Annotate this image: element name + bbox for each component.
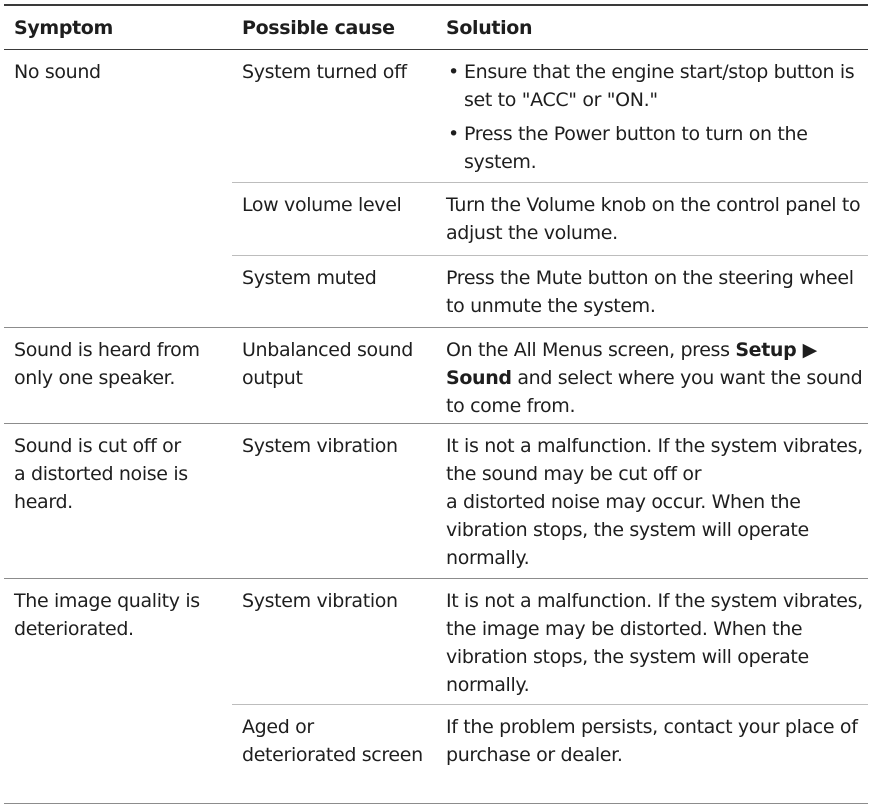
cause-cell: System turned off	[232, 49, 436, 182]
table-header-row	[4, 5, 868, 49]
solution-bullet-list	[446, 58, 868, 176]
table-row	[4, 327, 868, 423]
solution-cell: Turn the Volume knob on the control panel to adjust the volume.	[436, 182, 868, 255]
table-row	[4, 578, 868, 704]
cause-cell: System vibration	[232, 423, 436, 578]
solution-cell	[436, 327, 868, 423]
sound-menu-path: Sound	[446, 366, 512, 389]
cause-cell: System vibration	[232, 578, 436, 704]
table-row	[4, 423, 868, 578]
symptom-cell: The image quality is deteriorated.	[4, 578, 232, 803]
cause-cell: Low volume level	[232, 182, 436, 255]
table-row	[4, 49, 868, 182]
cause-cell: Unbalanced sound output	[232, 327, 436, 423]
header-symptom: Symptom	[4, 5, 232, 49]
list-item: • Ensure that the engine start/stop button is set to "ACC" or "ON."	[446, 58, 868, 114]
solution-cell: Press the Mute button on the steering wheel to unmute the system.	[436, 255, 868, 327]
cause-cell: System muted	[232, 255, 436, 327]
solution-cell	[436, 49, 868, 182]
solution-text: On the All Menus screen, press	[446, 338, 736, 361]
cause-cell: Aged or deteriorated screen	[232, 704, 436, 803]
solution-text: and select where you want the sound to come from.	[446, 366, 863, 417]
solution-cell: It is not a malfunction. If the system vibrates, the image may be distorted. When the vibration stops, the system will operate normally.	[436, 578, 868, 704]
symptom-cell: Sound is heard from only one speaker.	[4, 327, 232, 423]
symptom-cell: No sound	[4, 49, 232, 327]
header-solution: Solution	[436, 5, 868, 49]
solution-cell: If the problem persists, contact your place of purchase or dealer.	[436, 704, 868, 803]
setup-menu-path: Setup ▶	[735, 338, 817, 361]
list-item: • Press the Power button to turn on the system.	[446, 120, 868, 176]
solution-cell: It is not a malfunction. If the system vibrates, the sound may be cut off or a distorted noise may occur. When the vibration stops, the system will operate normally.	[436, 423, 868, 578]
header-possible-cause: Possible cause	[232, 5, 436, 49]
symptom-cell: Sound is cut off or a distorted noise is heard.	[4, 423, 232, 578]
troubleshooting-table	[4, 4, 868, 804]
